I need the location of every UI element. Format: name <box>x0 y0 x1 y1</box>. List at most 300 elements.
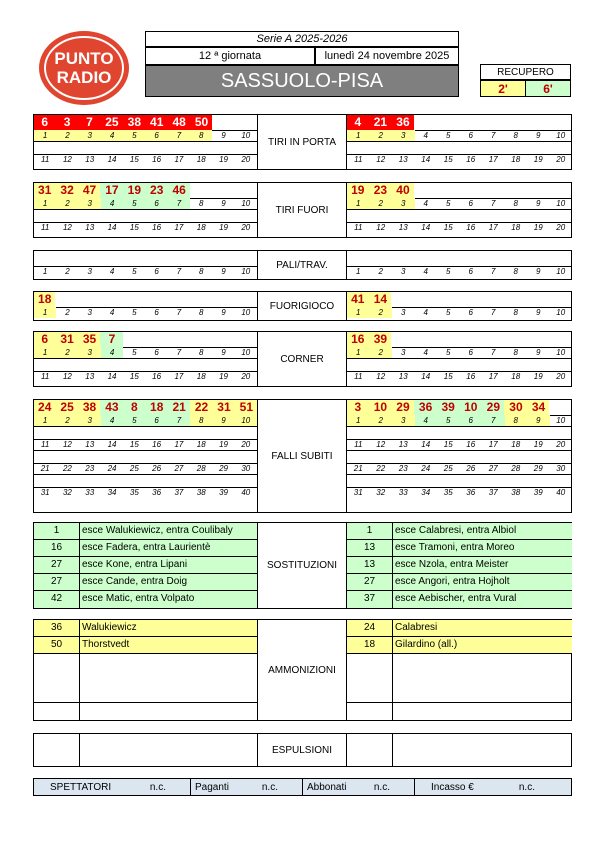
stat-number-cell: 10 <box>241 308 251 317</box>
stat-value-cell: 38 <box>78 400 100 415</box>
match-date: lunedì 24 novembre 2025 <box>315 47 459 65</box>
list-item <box>347 523 572 540</box>
stat-number-cell: 8 <box>199 267 204 276</box>
stat-number-cell: 10 <box>556 416 566 425</box>
stat-number-cell: 8 <box>513 267 518 276</box>
list-item-text: esce Kone, entra Lipani <box>79 557 257 573</box>
stat-number-cell: 4 <box>423 267 428 276</box>
stat-number-cell: 4 <box>415 415 438 426</box>
stat-number-cell: 5 <box>437 415 460 426</box>
stat-value-cell <box>190 292 212 307</box>
stat-number-cell: 9 <box>536 308 541 317</box>
stat-blank-cell <box>437 450 460 463</box>
stat-number-cell: 13 <box>85 223 95 232</box>
corner-home-number-row <box>34 371 257 382</box>
stat-value-cell: 19 <box>347 183 369 198</box>
stat-blank-cell <box>460 450 483 463</box>
list-item-minute: 37 <box>363 593 376 604</box>
stat-number-cell: 5 <box>132 267 137 276</box>
stat-blank-cell <box>190 209 212 222</box>
stat-number-cell: 5 <box>446 267 451 276</box>
stat-blank-cell <box>190 450 212 463</box>
stat-value-cell <box>414 292 437 307</box>
list-item <box>347 620 572 637</box>
stat-number-cell: 31 <box>353 488 363 497</box>
list-item <box>34 620 257 637</box>
stat-value-cell: 21 <box>369 115 392 130</box>
stat-blank-cell <box>347 209 370 222</box>
falli-away-blank-row <box>347 426 572 440</box>
stat-value-cell <box>527 115 550 130</box>
stat-number-cell: 34 <box>421 488 431 497</box>
stat-number-cell: 4 <box>101 415 123 426</box>
list-item-minute: 1 <box>366 525 373 536</box>
stat-number-cell: 33 <box>85 488 95 497</box>
stat-blank-cell <box>123 426 145 439</box>
stat-number-cell: 17 <box>174 155 184 164</box>
stat-blank-cell <box>415 141 438 154</box>
stat-value-cell <box>167 332 189 347</box>
stat-value-cell <box>414 115 437 130</box>
stat-value-cell: 6 <box>34 115 55 130</box>
stat-number-cell: 2 <box>56 130 78 141</box>
stat-number-cell: 2 <box>65 308 70 317</box>
list-item-text: esce Matic, entra Volpato <box>79 591 257 608</box>
stat-blank-cell <box>505 426 528 439</box>
stat-blank-cell <box>168 426 190 439</box>
stat-number-cell: 3 <box>401 348 406 357</box>
stat-value-cell <box>549 400 572 415</box>
stat-number-cell: 3 <box>392 130 415 141</box>
stat-number-cell: 10 <box>556 308 566 317</box>
list-item <box>34 637 257 654</box>
tiri_fuori-home-value-row <box>34 183 257 199</box>
stat-value-cell <box>414 332 437 347</box>
stat-number-cell: 3 <box>79 347 101 358</box>
stat-number-cell: 9 <box>221 199 226 208</box>
stat-number-cell: 7 <box>168 415 190 426</box>
corner-home-value-row <box>34 332 257 348</box>
stat-blank-cell <box>168 358 190 371</box>
sostituzioni-home-list <box>34 523 257 608</box>
stat-number-cell: 16 <box>152 440 162 449</box>
stat-blank-cell <box>145 426 167 439</box>
stat-number-cell: 28 <box>511 464 521 473</box>
stat-number-cell: 3 <box>79 198 101 209</box>
section-sostituzioni <box>33 522 572 609</box>
stat-number-cell: 8 <box>190 130 212 141</box>
stat-number-cell: 20 <box>556 372 566 381</box>
tiri_fuori-away-number-row <box>347 222 572 233</box>
stat-number-cell: 19 <box>533 440 543 449</box>
stat-value-cell: 47 <box>78 183 100 198</box>
stat-number-cell: 5 <box>123 415 145 426</box>
stat-number-cell: 20 <box>556 155 566 164</box>
stat-blank-cell <box>56 141 78 154</box>
attendance-footer <box>33 778 572 796</box>
stat-blank-cell <box>190 358 212 371</box>
abbonati-label: Abbonati <box>307 782 347 793</box>
corner-away-blank-row <box>347 358 572 372</box>
punto-radio-logo <box>34 28 134 108</box>
stat-blank-cell <box>56 450 78 463</box>
stat-blank-cell <box>550 209 573 222</box>
stat-number-cell: 18 <box>196 155 206 164</box>
stat-value-cell: 50 <box>190 115 212 130</box>
abbonati-value: n.c. <box>373 782 390 793</box>
stat-number-cell: 7 <box>482 415 505 426</box>
tiri_porta-away-blank-row <box>347 141 572 155</box>
stat-number-cell: 7 <box>491 267 496 276</box>
stat-number-cell: 8 <box>505 415 528 426</box>
list-item-text: esce Nzola, entra Meister <box>392 557 572 573</box>
stat-value-cell <box>55 292 77 307</box>
stat-blank-cell <box>505 474 528 487</box>
stat-blank-cell <box>145 358 167 371</box>
stat-number-cell: 17 <box>174 223 184 232</box>
stat-blank-cell <box>460 141 483 154</box>
stat-value-cell <box>549 332 572 347</box>
spettatori-value: n.c. <box>149 782 166 793</box>
stat-number-cell: 13 <box>398 223 408 232</box>
stat-blank-cell <box>123 358 145 371</box>
tiri_porta-away-number-row <box>347 154 572 165</box>
stat-number-cell: 4 <box>423 348 428 357</box>
stat-value-cell <box>235 115 257 130</box>
ammonizioni-empty-area <box>34 654 257 703</box>
tiri_porta-home-number-row <box>34 154 257 165</box>
stat-blank-cell <box>79 141 101 154</box>
tiri_fuori-home-blank-row <box>34 209 257 223</box>
league-title: Serie A 2025-2026 <box>145 31 459 47</box>
tiri_fuori-label: TIRI FUORI <box>257 183 347 237</box>
stat-number-cell: 6 <box>145 198 167 209</box>
stat-blank-cell <box>527 209 550 222</box>
stat-number-cell: 3 <box>79 130 101 141</box>
stat-number-cell: 7 <box>168 130 190 141</box>
stat-blank-cell <box>190 474 212 487</box>
stat-number-cell: 10 <box>241 348 251 357</box>
stat-blank-cell <box>415 358 438 371</box>
ammonizioni-away-list <box>347 620 572 720</box>
stat-blank-cell <box>145 141 167 154</box>
recupero-away: 6' <box>525 80 571 97</box>
stat-value-cell: 32 <box>55 183 77 198</box>
stat-blank-cell <box>190 141 212 154</box>
stat-number-cell: 36 <box>466 488 476 497</box>
stat-number-cell: 13 <box>85 440 95 449</box>
stat-number-cell: 11 <box>40 223 50 232</box>
stat-number-cell: 1 <box>347 307 370 318</box>
stat-blank-cell <box>460 209 483 222</box>
stat-blank-cell <box>212 450 234 463</box>
stat-value-cell <box>235 183 257 198</box>
list-item-text: esce Fadera, entra Laurientè <box>79 540 257 556</box>
stat-number-cell: 10 <box>241 267 251 276</box>
stat-number-cell: 2 <box>370 130 393 141</box>
stat-value-cell <box>482 183 505 198</box>
stat-blank-cell <box>79 209 101 222</box>
stat-blank-cell <box>145 450 167 463</box>
stat-value-cell: 48 <box>167 115 189 130</box>
stat-number-cell: 16 <box>152 372 162 381</box>
stat-value-cell <box>235 251 257 266</box>
stat-number-cell: 2 <box>65 267 70 276</box>
stat-number-cell: 17 <box>488 223 498 232</box>
stat-blank-cell <box>123 209 145 222</box>
list-item <box>347 574 572 591</box>
stat-blank-cell <box>550 141 573 154</box>
stat-value-cell <box>167 251 189 266</box>
stat-blank-cell <box>101 358 123 371</box>
stat-number-cell: 20 <box>241 440 251 449</box>
stat-value-cell: 3 <box>55 115 77 130</box>
stat-value-cell: 23 <box>145 183 167 198</box>
stat-number-cell: 12 <box>62 372 72 381</box>
stat-number-cell: 19 <box>219 155 228 164</box>
stat-blank-cell <box>392 209 415 222</box>
stat-number-cell: 15 <box>443 372 453 381</box>
stat-blank-cell <box>437 426 460 439</box>
stat-value-cell <box>549 251 572 266</box>
stat-value-cell <box>78 251 100 266</box>
stat-value-cell: 22 <box>190 400 212 415</box>
stat-number-cell: 18 <box>196 372 206 381</box>
stat-value-cell: 31 <box>34 183 55 198</box>
stat-value-cell <box>145 251 167 266</box>
list-item <box>34 557 257 574</box>
stat-blank-cell <box>482 141 505 154</box>
falli-home-blank-row <box>34 426 257 440</box>
stat-number-cell: 28 <box>196 464 206 473</box>
stat-number-cell: 36 <box>152 488 162 497</box>
stat-value-cell: 41 <box>145 115 167 130</box>
stat-value-cell <box>504 183 527 198</box>
list-item-minute: 13 <box>363 559 376 570</box>
stat-blank-cell <box>235 426 257 439</box>
stat-blank-cell <box>392 358 415 371</box>
stat-value-cell: 21 <box>167 400 189 415</box>
stat-value-cell: 7 <box>78 115 100 130</box>
stat-number-cell: 19 <box>533 155 543 164</box>
stat-blank-cell <box>437 474 460 487</box>
stat-number-cell: 1 <box>356 267 361 276</box>
stat-number-cell: 3 <box>392 198 415 209</box>
stat-number-cell: 7 <box>491 199 496 208</box>
stat-number-cell: 30 <box>556 464 566 473</box>
stat-value-cell: 16 <box>347 332 369 347</box>
stat-blank-cell <box>123 474 145 487</box>
stat-number-cell: 6 <box>145 130 167 141</box>
stat-number-cell: 8 <box>513 308 518 317</box>
stat-number-cell: 1 <box>347 415 370 426</box>
tiri_fuori-home-number-row <box>34 222 257 233</box>
section-fuorigioco <box>33 291 572 321</box>
stat-number-cell: 17 <box>488 372 498 381</box>
stat-value-cell: 30 <box>504 400 527 415</box>
stat-number-cell: 24 <box>421 464 431 473</box>
stat-value-cell <box>549 292 572 307</box>
stat-blank-cell <box>56 209 78 222</box>
tiri_porta-away <box>347 115 572 169</box>
stat-number-cell: 19 <box>533 372 543 381</box>
stat-value-cell <box>527 183 550 198</box>
stat-number-cell: 3 <box>87 267 92 276</box>
stat-value-cell: 35 <box>78 332 100 347</box>
stat-value-cell: 14 <box>369 292 392 307</box>
stat-number-cell: 1 <box>34 307 56 318</box>
corner-home-blank-row <box>34 358 257 372</box>
stat-blank-cell <box>79 450 101 463</box>
stat-number-cell: 15 <box>443 223 453 232</box>
stat-number-cell: 6 <box>468 348 473 357</box>
stat-blank-cell <box>392 450 415 463</box>
list-item-minute: 27 <box>50 576 63 587</box>
tiri_porta-label: TIRI IN PORTA <box>257 115 347 169</box>
stat-number-cell: 38 <box>511 488 521 497</box>
stat-number-cell: 6 <box>468 199 473 208</box>
stat-value-cell <box>167 292 189 307</box>
stat-blank-cell <box>527 474 550 487</box>
stat-number-cell: 29 <box>533 464 543 473</box>
stat-number-cell: 14 <box>107 440 117 449</box>
stat-number-cell: 7 <box>176 267 182 276</box>
stat-number-cell: 12 <box>376 223 386 232</box>
stat-number-cell: 12 <box>376 155 386 164</box>
stat-number-cell: 37 <box>488 488 498 497</box>
stat-number-cell: 8 <box>199 199 204 208</box>
stat-value-cell: 8 <box>123 400 145 415</box>
stat-number-cell: 5 <box>446 199 451 208</box>
stat-blank-cell <box>415 474 438 487</box>
stat-number-cell: 9 <box>527 415 550 426</box>
stat-number-cell: 21 <box>40 464 50 473</box>
stat-blank-cell <box>123 141 145 154</box>
list-item-minute: 16 <box>50 542 63 553</box>
stat-value-cell: 19 <box>123 183 145 198</box>
stat-value-cell <box>549 183 572 198</box>
espulsioni-away <box>347 734 572 766</box>
stat-number-cell: 10 <box>241 131 251 140</box>
stat-number-cell: 38 <box>196 488 206 497</box>
list-item-text: esce Tramoni, entra Moreo <box>392 540 572 556</box>
pali-home-value-row <box>34 251 257 267</box>
stat-blank-cell <box>392 474 415 487</box>
stat-blank-cell <box>34 426 56 439</box>
stat-value-cell: 18 <box>34 292 55 307</box>
stat-number-cell: 5 <box>132 348 137 357</box>
espulsioni-home <box>34 734 257 766</box>
stat-number-cell: 10 <box>556 199 566 208</box>
stat-number-cell: 31 <box>40 488 50 497</box>
stat-value-cell <box>527 332 550 347</box>
stat-blank-cell <box>392 426 415 439</box>
stat-value-cell: 23 <box>369 183 392 198</box>
stat-number-cell: 1 <box>347 347 370 358</box>
list-item-minute: 24 <box>363 622 376 633</box>
stat-value-cell: 6 <box>34 332 55 347</box>
ammonizioni-empty-row <box>347 703 572 720</box>
stat-number-cell: 7 <box>168 198 190 209</box>
stat-blank-cell <box>101 209 123 222</box>
stat-value-cell <box>436 251 459 266</box>
stat-number-cell: 39 <box>533 488 543 497</box>
stat-blank-cell <box>550 450 573 463</box>
fuorigioco-away-number-row <box>347 307 572 318</box>
stat-number-cell: 15 <box>443 440 453 449</box>
stat-number-cell: 16 <box>466 440 476 449</box>
stat-value-cell <box>482 115 505 130</box>
stat-number-cell: 3 <box>79 415 101 426</box>
match-title: SASSUOLO-PISA <box>145 65 459 97</box>
stat-number-cell: 3 <box>392 415 415 426</box>
stat-value-cell <box>100 292 122 307</box>
falli-home-number-row <box>34 487 257 498</box>
falli-home <box>34 400 257 512</box>
pali-home-number-row <box>34 266 257 277</box>
stat-value-cell <box>123 332 145 347</box>
stat-blank-cell <box>101 450 123 463</box>
stat-blank-cell <box>34 209 56 222</box>
stat-blank-cell <box>550 474 573 487</box>
stat-number-cell: 23 <box>85 464 95 473</box>
stat-value-cell: 51 <box>235 400 257 415</box>
stat-number-cell: 29 <box>219 464 228 473</box>
stat-number-cell: 35 <box>443 488 453 497</box>
stat-number-cell: 9 <box>212 415 234 426</box>
stat-number-cell: 7 <box>176 308 182 317</box>
stat-value-cell: 36 <box>391 115 414 130</box>
stat-number-cell: 14 <box>421 155 431 164</box>
stat-number-cell: 6 <box>468 308 473 317</box>
stat-blank-cell <box>437 141 460 154</box>
stat-number-cell: 19 <box>219 372 228 381</box>
stat-value-cell: 31 <box>212 400 234 415</box>
list-item-minute: 1 <box>53 525 60 536</box>
stat-blank-cell <box>527 358 550 371</box>
sostituzioni-away-list <box>347 523 572 608</box>
section-corner <box>33 331 572 387</box>
stat-blank-cell <box>527 141 550 154</box>
ammonizioni-empty-area <box>347 654 572 703</box>
stat-blank-cell <box>101 426 123 439</box>
stat-number-cell: 20 <box>241 155 251 164</box>
stat-number-cell: 7 <box>491 131 496 140</box>
stat-value-cell <box>391 332 414 347</box>
stat-number-cell: 5 <box>446 348 451 357</box>
stat-blank-cell <box>79 358 101 371</box>
stat-value-cell: 17 <box>100 183 122 198</box>
falli-home-blank-row <box>34 450 257 464</box>
stat-number-cell: 8 <box>199 348 204 357</box>
stat-value-cell <box>459 292 482 307</box>
stat-number-cell: 10 <box>241 199 251 208</box>
stat-number-cell: 19 <box>219 223 228 232</box>
stat-value-cell <box>459 332 482 347</box>
stat-value-cell <box>482 292 505 307</box>
stat-value-cell: 7 <box>100 332 122 347</box>
stat-blank-cell <box>212 141 234 154</box>
stat-number-cell: 11 <box>40 372 50 381</box>
section-espulsioni <box>33 733 572 767</box>
stat-blank-cell <box>347 141 370 154</box>
stat-number-cell: 9 <box>536 199 541 208</box>
ammonizioni-label: AMMONIZIONI <box>257 620 347 720</box>
stat-blank-cell <box>212 426 234 439</box>
stat-number-cell: 32 <box>376 488 386 497</box>
stat-blank-cell <box>370 426 393 439</box>
fuorigioco-home-value-row <box>34 292 257 308</box>
